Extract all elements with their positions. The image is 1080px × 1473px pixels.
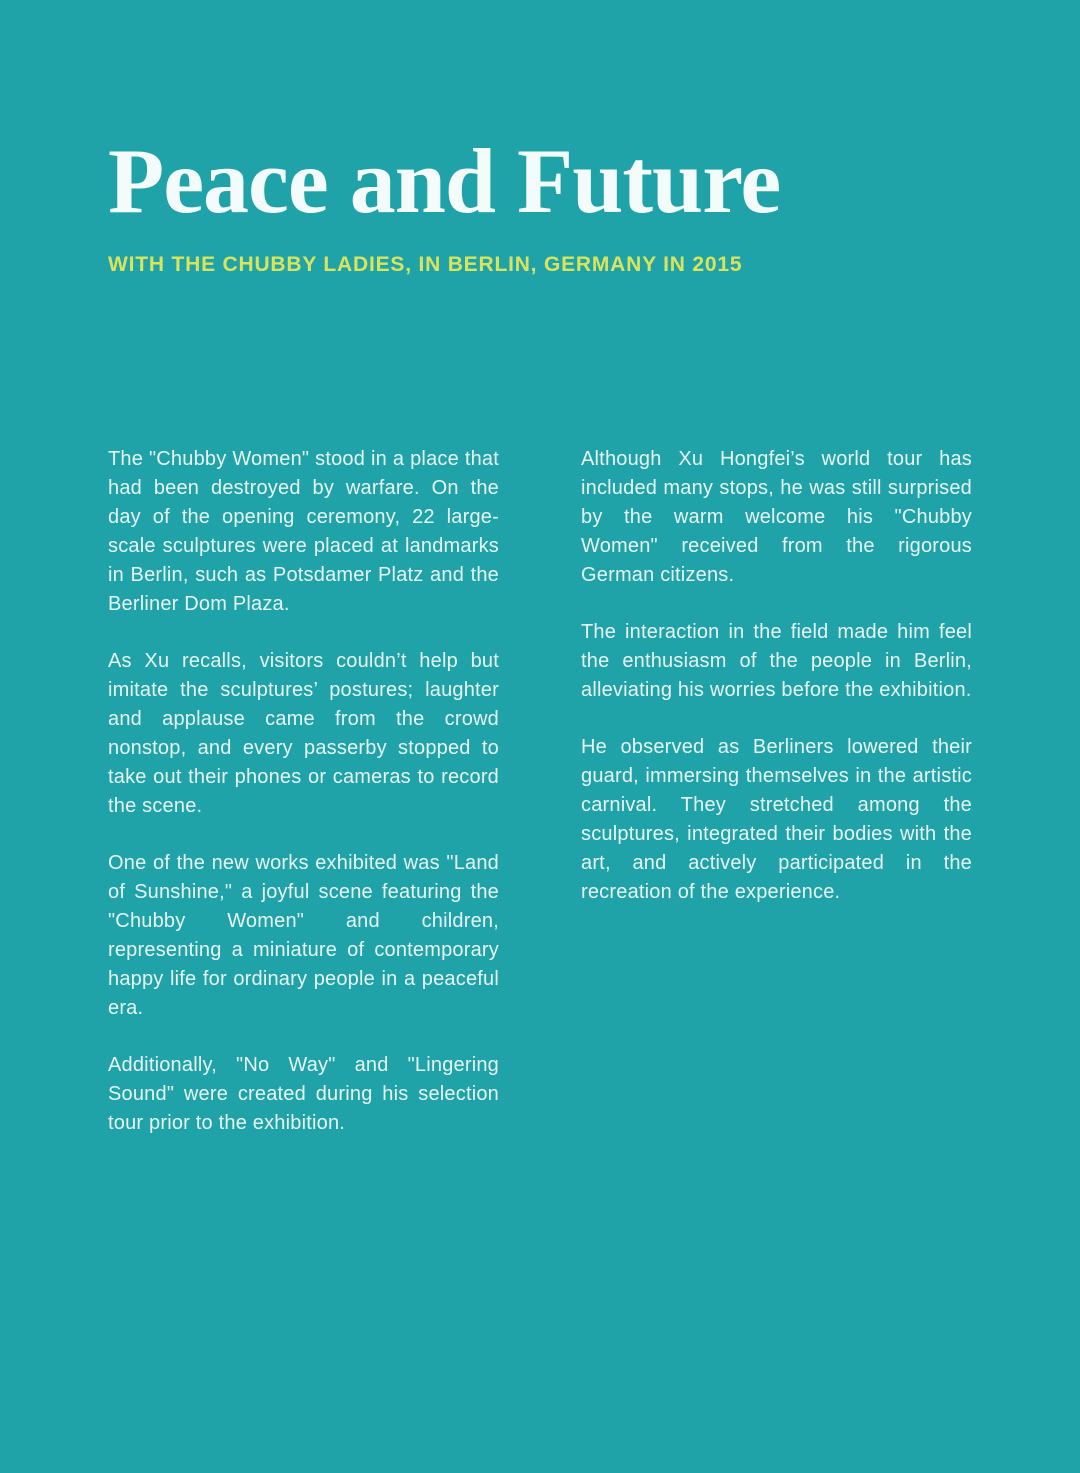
paragraph-right-2: The interaction in the field made him feel the enthusiasm of the people in Berlin, alleviating his worries before the exhibition.: [581, 621, 972, 701]
article-body: [108, 445, 972, 1138]
paragraph-left-4: Additionally, "No Way" and "Lingering Sound" were created during his selection tour prior to the exhibition.: [108, 1054, 499, 1134]
paragraph-right-3: He observed as Berliners lowered their guard, immersing themselves in the artistic carnival. They stretched among the sculptures, integrated their bodies with the art, and actively participated in the recreation of the experience.: [581, 736, 972, 903]
column-left: [108, 445, 499, 1138]
magazine-page: [0, 130, 1080, 1473]
page-title: Peace and Future: [108, 130, 781, 232]
article-header: [108, 130, 972, 277]
paragraph-left-2: As Xu recalls, visitors couldn’t help but imitate the sculptures’ postures; laughter and applause came from the crowd nonstop, and every passerby stopped to take out their phones or cameras to record the scene.: [108, 650, 499, 817]
paragraph-right-1: Although Xu Hongfei’s world tour has included many stops, he was still surprised by the warm welcome his "Chubby Women" received from the rigorous German citizens.: [581, 448, 972, 586]
column-right: [581, 445, 972, 1138]
paragraph-left-1: The "Chubby Women" stood in a place that had been destroyed by warfare. On the day of the opening ceremony, 22 large-scale sculptures were placed at landmarks in Berlin, such as Potsdamer Platz and the Berliner Dom Plaza.: [108, 448, 499, 615]
page-subtitle: WITH THE CHUBBY LADIES, IN BERLIN, GERMANY IN 2015: [108, 253, 743, 276]
paragraph-left-3: One of the new works exhibited was "Land of Sunshine," a joyful scene featuring the "Chubby Women" and children, representing a miniature of contemporary happy life for ordinary people in a peaceful era.: [108, 852, 499, 1019]
